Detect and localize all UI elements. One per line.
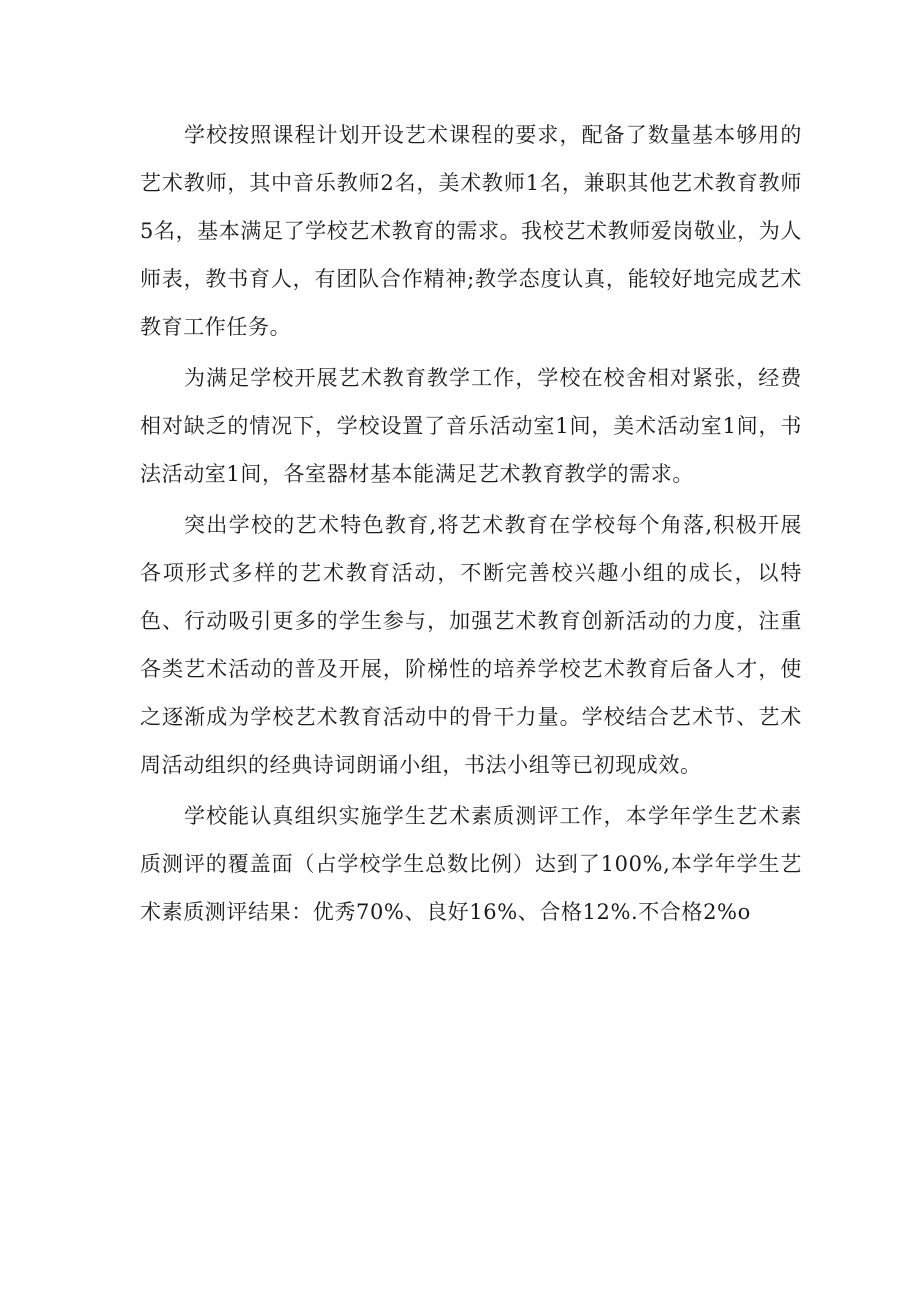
paragraph-facilities: 为满足学校开展艺术教育教学工作，学校在校舍相对紧张，经费相对缺乏的情况下，学校设置了音乐活动室1间，美术活动室1间，书法活动室1间，各室器材基本能满足艺术教育教学的需求。 [140,366,802,486]
paragraph-assessment: 学校能认真组织实施学生艺术素质测评工作，本学年学生艺术素质测评的覆盖面（占学校学生总数比例）达到了100%,本学年学生艺术素质测评结果：优秀70%、良好16%、合格12%.不合格2%o [140,804,802,924]
paragraph-teachers: 学校按照课程计划开设艺术课程的要求，配备了数量基本够用的艺术教师，其中音乐教师2名，美术教师1名，兼职其他艺术教育教师5名，基本满足了学校艺术教育的需求。我校艺术教师爱岗敬业，为人师表，教书育人，有团队合作精神;教学态度认真，能较好地完成艺术教育工作任务。 [140,123,802,339]
document-body [140,111,802,939]
paragraph-activities: 突出学校的艺术特色教育,将艺术教育在学校每个角落,积极开展各项形式多样的艺术教育活动，不断完善校兴趣小组的成长，以特色、行动吸引更多的学生参与，加强艺术教育创新活动的力度，注重各类艺术活动的普及开展，阶梯性的培养学校艺术教育后备人才，使之逐渐成为学校艺术教育活动中的骨干力量。学校结合艺术节、艺术周活动组织的经典诗词朗诵小组，书法小组等已初现成效。 [140,513,802,777]
